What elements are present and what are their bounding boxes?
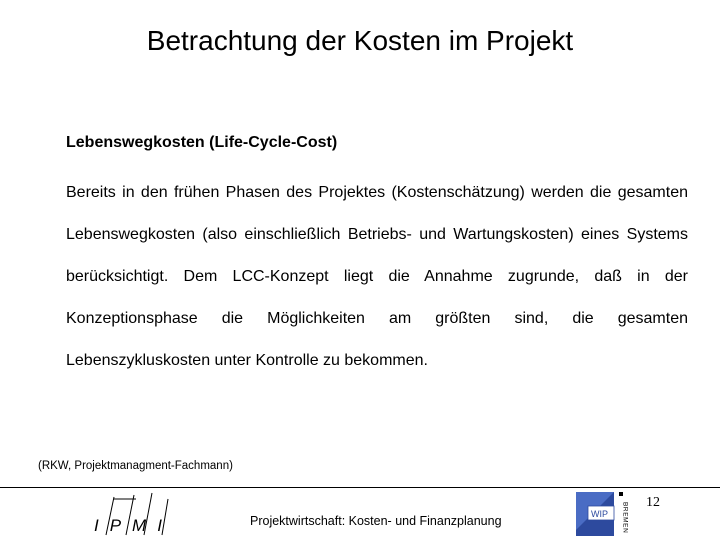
- section-subtitle: Lebenswegkosten (Life-Cycle-Cost): [66, 134, 338, 151]
- wip-logo-text: WIP: [591, 509, 608, 519]
- wip-bremen-logo: [574, 490, 632, 538]
- bremen-vertical-text: BREMEN: [621, 502, 629, 534]
- source-citation: (RKW, Projektmanagment-Fachmann): [38, 460, 233, 472]
- slide-title: Betrachtung der Kosten im Projekt: [146, 25, 574, 56]
- page-number: 12: [646, 495, 660, 510]
- ipmi-logo-text: IPMI: [94, 516, 173, 535]
- footer-divider: [0, 487, 720, 488]
- footer-caption: Projektwirtschaft: Kosten- und Finanzplanung: [250, 514, 502, 528]
- body-paragraph: Bereits in den frühen Phasen des Projektes (Kostenschätzung) werden die gesamten Lebenswegkosten (also einschließlich Betriebs- und Wartungskosten) eines Systems berücksichtigt. Dem LCC-Konzept liegt die Annahme zugrunde, daß in der Konzeptionsphase die Möglichkeiten am größten sind, die gesamten Lebenszykluskosten unter Kontrolle zu bekommen.: [66, 184, 688, 369]
- ipmi-logo: [86, 491, 176, 539]
